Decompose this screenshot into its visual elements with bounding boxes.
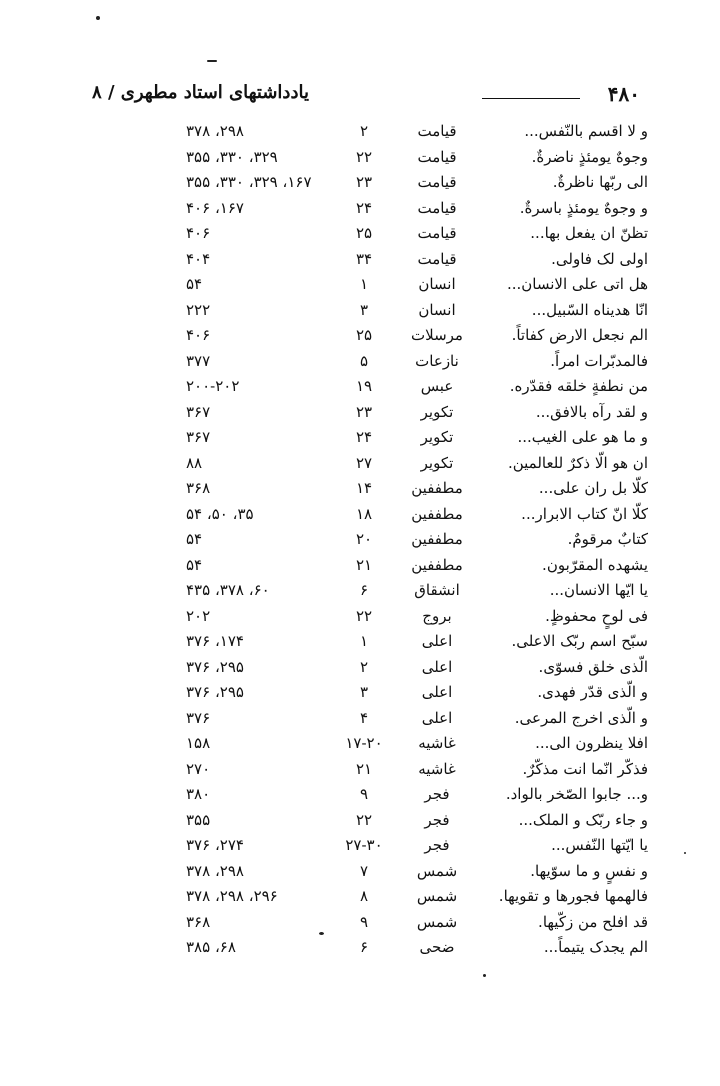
- index-row: [186, 171, 648, 197]
- verse-text: قد افلح من زکّیها.: [538, 912, 648, 931]
- verse-text: هل اتی علی الانسان...: [506, 275, 648, 293]
- verse-text: فی لوحٍ محفوظٍ.: [545, 606, 648, 625]
- index-row: [186, 758, 648, 784]
- index-row: [186, 197, 648, 223]
- verse-text: تظنّ ان یفعل بها...: [530, 224, 648, 242]
- verse-text: الّذی خلق فسوّی.: [538, 657, 648, 676]
- verse-text: یا ایّتها النّفس...: [551, 836, 648, 854]
- index-row: [186, 222, 648, 248]
- surah-name: انسان: [418, 300, 456, 319]
- page-references: ۴۰۶: [186, 326, 211, 344]
- verse-text: اولی لک فاولی.: [551, 249, 648, 268]
- verse-number: ۲۷: [355, 453, 373, 472]
- page-references: ۲۷۴، ۳۷۶: [186, 836, 244, 854]
- page-references: ۲۷۰: [186, 759, 211, 778]
- surah-name: اعلی: [421, 683, 453, 701]
- surah-name: غاشیه: [418, 734, 456, 752]
- surah-name: فجر: [424, 810, 450, 829]
- page-references: ۵۴: [186, 275, 203, 293]
- index-row: [186, 936, 648, 962]
- verse-number: ۳: [359, 300, 369, 319]
- surah-name: انسان: [418, 275, 456, 293]
- page-references: ۴۰۴: [186, 249, 211, 268]
- verse-number: ۹: [359, 912, 369, 931]
- verse-text: و الّذی قدّر فهدی.: [537, 683, 648, 701]
- verse-number: ۲۲: [355, 147, 373, 166]
- verse-text: و... جابوا الصّخر بالواد.: [505, 785, 648, 803]
- page-references: ۳۵، ۵۰، ۵۴: [186, 504, 254, 523]
- verse-text: و لا اقسم بالنّفس...: [524, 122, 648, 140]
- surah-name: قیامت: [417, 224, 457, 242]
- scan-speck: [207, 60, 217, 62]
- scan-speck: [684, 852, 686, 854]
- verse-number: ۲۱: [355, 555, 373, 574]
- page-references: ۲۹۵، ۳۷۶: [186, 657, 244, 676]
- surah-name: اعلی: [421, 657, 453, 676]
- surah-name: مطففین: [411, 555, 463, 574]
- verse-text: ان هو الّا ذکرٌ للعالمین.: [507, 453, 648, 472]
- verse-number: ۲۲: [355, 810, 373, 829]
- surah-name: شمس: [416, 912, 458, 931]
- page-references: ۲۰۰-۲۰۲: [186, 377, 240, 395]
- verse-number: ۲: [359, 657, 369, 676]
- verse-number: ۱۹: [355, 377, 373, 395]
- verse-number: ۱: [359, 632, 369, 650]
- verse-text: فالهمها فجورها و تقویها.: [498, 887, 648, 905]
- index-row: [186, 120, 648, 146]
- index-row: [186, 401, 648, 427]
- index-row: [186, 707, 648, 733]
- index-row: [186, 299, 648, 325]
- verse-number: ۲۲: [355, 606, 373, 625]
- index-row: [186, 273, 648, 299]
- surah-name: قیامت: [417, 147, 457, 166]
- verse-number: ۲۳: [355, 173, 373, 191]
- header-rule: [482, 98, 580, 99]
- index-row: [186, 911, 648, 937]
- verse-number: ۷: [359, 861, 369, 880]
- surah-name: قیامت: [417, 122, 457, 140]
- verse-text: و وجوهٌ یومئذٍ باسرةٌ.: [519, 198, 648, 217]
- index-row: [186, 528, 648, 554]
- verse-number: ۱۷-۲۰: [345, 734, 383, 752]
- surah-name: قیامت: [417, 249, 457, 268]
- page-references: ۱۵۸: [186, 734, 211, 752]
- index-row: [186, 860, 648, 886]
- surah-name: اعلی: [421, 632, 453, 650]
- verse-number: ۲: [359, 122, 369, 140]
- surah-name: بروج: [422, 606, 452, 625]
- surah-name: نازعات: [415, 351, 459, 370]
- verse-text: الی ربّها ناظرةٌ.: [552, 173, 648, 191]
- verse-number: ۲۵: [355, 224, 373, 242]
- verse-number: ۲۴: [355, 198, 373, 217]
- index-row: [186, 452, 648, 478]
- scan-speck: [96, 16, 100, 20]
- verse-number: ۳: [359, 683, 369, 701]
- page-references: ۶۰، ۳۷۸، ۴۳۵: [186, 581, 270, 599]
- verse-number: ۲۳: [355, 402, 373, 421]
- index-row: [186, 834, 648, 860]
- index-row: [186, 656, 648, 682]
- index-row: [186, 248, 648, 274]
- page-references: ۶۸، ۳۸۵: [186, 938, 236, 956]
- index-row: [186, 783, 648, 809]
- verse-text: الم نجعل الارض کفاتاً.: [511, 326, 648, 344]
- page-references: ۳۸۰: [186, 785, 211, 803]
- page-references: ۲۲۲: [186, 300, 211, 319]
- surah-name: مرسلات: [411, 326, 463, 344]
- page-references: ۲۹۵، ۳۷۶: [186, 683, 244, 701]
- verse-number: ۶: [359, 581, 369, 599]
- surah-name: انشقاق: [414, 581, 460, 599]
- verse-text: افلا ینظرون الی...: [535, 734, 648, 752]
- page-references: ۲۹۶، ۲۹۸، ۳۷۸: [186, 887, 278, 905]
- surah-name: قیامت: [417, 198, 457, 217]
- verse-number: ۸: [359, 887, 369, 905]
- page-references: ۳۷۷: [186, 351, 211, 370]
- surah-name: مطففین: [411, 530, 463, 548]
- verse-text: و جاء ربّک و الملک...: [518, 810, 648, 829]
- page-references: ۳۲۹، ۳۳۰، ۳۵۵: [186, 147, 278, 166]
- index-row: [186, 350, 648, 376]
- surah-name: تکویر: [420, 402, 454, 421]
- verse-number: ۱۸: [355, 504, 373, 523]
- verse-text: و الّذی اخرج المرعی.: [514, 708, 648, 727]
- scan-speck: [483, 974, 486, 977]
- verse-number: ۲۷-۳۰: [345, 836, 383, 854]
- verse-text: من نطفةٍ خلقه فقدّره.: [509, 377, 648, 395]
- verse-number: ۲۵: [355, 326, 373, 344]
- index-row: [186, 681, 648, 707]
- index-row: [186, 605, 648, 631]
- index-row: [186, 885, 648, 911]
- surah-name: شمس: [416, 861, 458, 880]
- page-references: ۲۹۸، ۳۷۸: [186, 122, 244, 140]
- verse-text: و ما هو علی الغیب...: [517, 428, 648, 446]
- verse-number: ۱۴: [355, 479, 373, 497]
- surah-name: فجر: [424, 785, 450, 803]
- page-references: ۳۵۵: [186, 810, 211, 829]
- index-row: [186, 630, 648, 656]
- surah-name: تکویر: [420, 428, 454, 446]
- page-references: ۲۹۸، ۳۷۸: [186, 861, 244, 880]
- surah-name: تکویر: [420, 453, 454, 472]
- verse-text: انّا هدیناه السّبیل...: [531, 300, 648, 319]
- verse-text: سبّح اسم ربّک الاعلی.: [511, 632, 648, 650]
- page-references: ۳۶۷: [186, 428, 211, 446]
- verse-index-table: [186, 120, 648, 962]
- verse-number: ۲۱: [355, 759, 373, 778]
- verse-text: و نفسٍ و ما سوّیها.: [530, 861, 648, 880]
- page-header: [92, 82, 640, 112]
- surah-name: مطففین: [411, 504, 463, 523]
- scan-speck: [319, 932, 324, 935]
- surah-name: قیامت: [417, 173, 457, 191]
- page-references: ۳۶۸: [186, 912, 211, 931]
- page-references: ۸۸: [186, 453, 203, 472]
- index-row: [186, 324, 648, 350]
- page-references: ۴۰۶: [186, 224, 211, 242]
- surah-name: عبس: [420, 377, 454, 395]
- verse-text: یشهده المقرّبون.: [542, 555, 648, 574]
- verse-text: کلّا انّ کتاب الابرار...: [521, 504, 648, 523]
- verse-number: ۲۰: [355, 530, 373, 548]
- verse-text: فذکّر انّما انت مذکّرٌ.: [522, 759, 648, 778]
- page-references: ۵۴: [186, 530, 203, 548]
- index-row: [186, 732, 648, 758]
- index-row: [186, 579, 648, 605]
- index-row: [186, 146, 648, 172]
- verse-number: ۵: [359, 351, 369, 370]
- page-references: ۳۶۸: [186, 479, 211, 497]
- index-row: [186, 426, 648, 452]
- surah-name: شمس: [416, 887, 458, 905]
- verse-text: فالمدبّرات امراً.: [550, 351, 648, 370]
- verse-number: ۹: [359, 785, 369, 803]
- verse-text: و لقد رآه بالافق...: [535, 402, 648, 421]
- verse-text: الم یجدک یتیماً...: [543, 938, 648, 956]
- surah-name: غاشیه: [418, 759, 456, 778]
- index-row: [186, 809, 648, 835]
- page-references: ۱۶۷، ۴۰۶: [186, 198, 244, 217]
- verse-number: ۱: [359, 275, 369, 293]
- page-number: ۴۸۰: [607, 82, 640, 106]
- surah-name: فجر: [424, 836, 450, 854]
- page-references: ۵۴: [186, 555, 203, 574]
- verse-text: وجوهٌ یومئذٍ ناضرةٌ.: [531, 147, 648, 166]
- verse-text: کلّا بل ران علی...: [538, 479, 648, 497]
- index-row: [186, 554, 648, 580]
- surah-name: ضحی: [419, 938, 455, 956]
- index-row: [186, 477, 648, 503]
- page-references: ۱۷۴، ۳۷۶: [186, 632, 244, 650]
- surah-name: اعلی: [421, 708, 453, 727]
- index-row: [186, 503, 648, 529]
- page-references: ۳۶۷: [186, 402, 211, 421]
- surah-name: مطففین: [411, 479, 463, 497]
- page-references: ۲۰۲: [186, 606, 211, 625]
- verse-text: یا ایّها الانسان...: [549, 581, 648, 599]
- running-title: یادداشتهای استاد مطهری / ۸: [92, 82, 309, 103]
- verse-text: کتابٌ مرقومٌ.: [567, 530, 648, 548]
- verse-number: ۴: [359, 708, 369, 727]
- verse-number: ۳۴: [355, 249, 373, 268]
- verse-number: ۶: [359, 938, 369, 956]
- page-references: ۱۶۷، ۳۲۹، ۳۳۰، ۳۵۵: [186, 173, 312, 191]
- verse-number: ۲۴: [355, 428, 373, 446]
- index-row: [186, 375, 648, 401]
- page-references: ۳۷۶: [186, 708, 211, 727]
